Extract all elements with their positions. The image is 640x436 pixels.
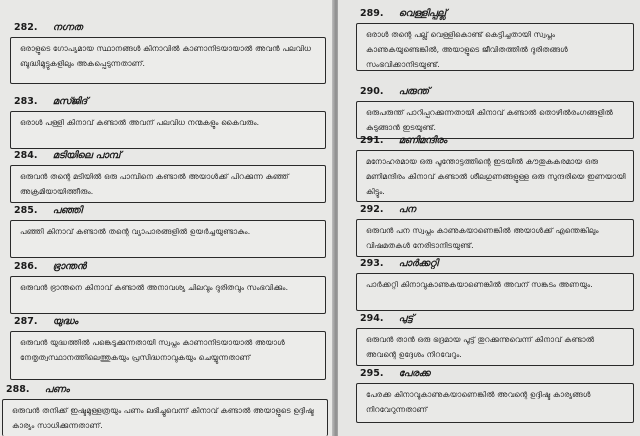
entry-heading [14,259,86,275]
entry-text: ഒരുവൻ താൻ ഒരു ഭദ്രമായ പൂട്ട് തുറക്കുന്നുവെന്ന് കിനാവ് കണ്ടാൽ അവന്റെ ഉദ്ദേശം നിറവേറും. [366,335,595,359]
entry-number: 283. [14,96,38,107]
entry-text: ഒരുപരുന്ത് പാറിപ്പറക്കുന്നതായി കിനാവ് കണ്ടാൽ തൊഴിൽരംഗങ്ങളിൽ കുടുങ്ങാൻ ഇടയുണ്ട്. [366,108,613,132]
entry-text-box [10,331,326,380]
entry-heading [360,256,438,272]
entry-title: ഭ്രാന്തൻ [52,261,87,272]
entry-title: യുദ്ധം [52,316,79,327]
entry-text: പേരക്ക കിനാവുകാണുകയാണെങ്കിൽ അവന്റെ ഉദ്ദിഷ്ട കാര്യങ്ങൾ നിറവേറുന്നതാണ് [366,390,591,414]
entry-heading [14,148,120,164]
entry-text: പഞ്ഞി കിനാവ് കണ്ടാൽ തന്റെ വ്യാപാരങ്ങളിൽ ഉയർച്ചയുണ്ടാകും. [20,227,251,236]
entry-text-box [2,399,328,436]
entry-heading [14,20,83,36]
entry-title: മസ്ജിദ് [52,96,88,107]
entry-text: പാർക്കറ്റി കിനാവുകാണുകയാണെങ്കിൽ അവന് സങ്കടം അണയും. [366,280,593,289]
entry-text-box [10,165,326,203]
entry-heading [360,366,430,382]
entry-heading [360,202,416,218]
entry-heading [14,94,87,110]
entry-text-box [10,276,326,314]
entry-title: മണിമന്ദിരം [398,135,448,146]
entry-heading [14,314,78,330]
entry-text: ഒരുവൻ പന സ്വപ്നം കാണുകയാണെങ്കിൽ അയാൾക്ക് എന്തെങ്കിലും വിഷമതകൾ നേരിടാനിടയുണ്ട്. [366,226,599,250]
entry-number: 291. [360,135,384,146]
entry-text: ഒരുവൻ തന്റെ മടിയിൽ ഒരു പാമ്പിനെ കണ്ടാൽ അയാൾക്ക് പിറക്കുന്ന കുഞ്ഞ് അക്രമിയായിത്തീരും. [20,172,289,196]
entry-text: ഒരാളുടെ ഗോപ്യമായ സ്ഥാനങ്ങൾ കിനാവിൽ കാണാനിടയായാൽ അവൻ പലവിധ ബുദ്ധിമുട്ടുകളിലും അകപ്പെടുന്നതാണ്. [20,44,312,68]
entry-text: ഒരുവൻ യുദ്ധത്തിൽ പങ്കെടുക്കുന്നതായി സ്വപ്നം കാണാനിടയായാൽ അയാൾ നേതൃത്വസ്ഥാനത്തിലെത്തുകയും പ്രസിദ്ധനാവുകയും ചെയ്യുന്നതാണ് [20,338,285,362]
entry-text: ഒരുവൻ തനിക്ക് ഇഷ്ടമുള്ളത്രയും പണം ലഭിച്ചുവെന്ന് കിനാവ് കണ്ടാൽ അയാളുടെ ഉദ്ദിഷ്ട കാര്യം സാധിക്കുന്നതാണ്. [12,406,314,430]
entry-title: നഗ്നത [52,22,83,33]
entry-heading [360,133,447,149]
entry-text: ഒരാൾ പള്ളി കിനാവ് കണ്ടാൽ അവന് പലവിധ നന്മകളും കൈവരും. [20,118,260,127]
entry-title: വെള്ളിപ്പല്ല് [398,8,447,19]
entry-number: 288. [6,384,30,395]
entry-text-box [356,219,634,257]
entry-text-box [10,37,326,84]
entry-number: 284. [14,150,38,161]
entry-heading [360,84,429,100]
entry-text: മനോഹരമായ ഒരു പൂന്തോട്ടത്തിന്റെ ഇടയിൽ കൗതുകകരമായ ഒരു മണിമന്ദിരം കിനാവ് കണ്ടാൽ ശീലഗുണങ്ങളുള്ള ഒരു സുന്ദരിയെ ഇണയായി കിട്ടും. [366,157,626,196]
right-page [338,0,640,436]
entry-number: 293. [360,258,384,269]
entry-number: 286. [14,261,38,272]
entry-text: ഒരുവൻ ഭ്രാന്തനെ കിനാവ് കണ്ടാൽ അനാവശ്യ ചിലവും ദുരിതവും സംഭവിക്കും. [20,283,289,292]
entry-number: 290. [360,86,384,97]
entry-number: 295. [360,368,384,379]
entry-title: പുട്ട് [398,313,414,324]
entry-number: 289. [360,8,384,19]
entry-title: പഞ്ഞി [52,205,83,216]
entry-text-box [10,111,326,149]
entry-title: പരുന്ത് [398,86,430,97]
entry-text-box [356,23,634,71]
entry-text-box [356,273,634,311]
entry-text-box [356,328,634,366]
entry-number: 287. [14,316,38,327]
entry-heading [6,382,69,398]
entry-title: പാർക്കറ്റി [398,258,439,269]
entry-number: 285. [14,205,38,216]
entry-title: പേരക്ക [398,368,431,379]
entry-heading [360,6,446,22]
entry-heading [360,311,413,327]
entry-title: പന [398,204,416,215]
entry-number: 282. [14,22,38,33]
entry-text: ഒരാൾ തന്റെ പല്ല് വെള്ളികൊണ്ട് കെട്ടിച്ചതായി സ്വപ്നം കാണുകയുണ്ടെങ്കിൽ, അയാളുടെ ജീവിതത്തിൽ ദുരിതങ്ങൾ സംഭവിക്കാനിടയുണ്ട്. [366,30,568,69]
entry-title: മടിയിലെ പാമ്പ് [52,150,121,161]
entry-number: 294. [360,313,384,324]
entry-text-box [10,220,326,258]
entry-title: പണം [44,384,70,395]
entry-text-box [356,150,634,202]
entry-heading [14,203,82,219]
entry-text-box [356,383,634,423]
entry-number: 292. [360,204,384,215]
